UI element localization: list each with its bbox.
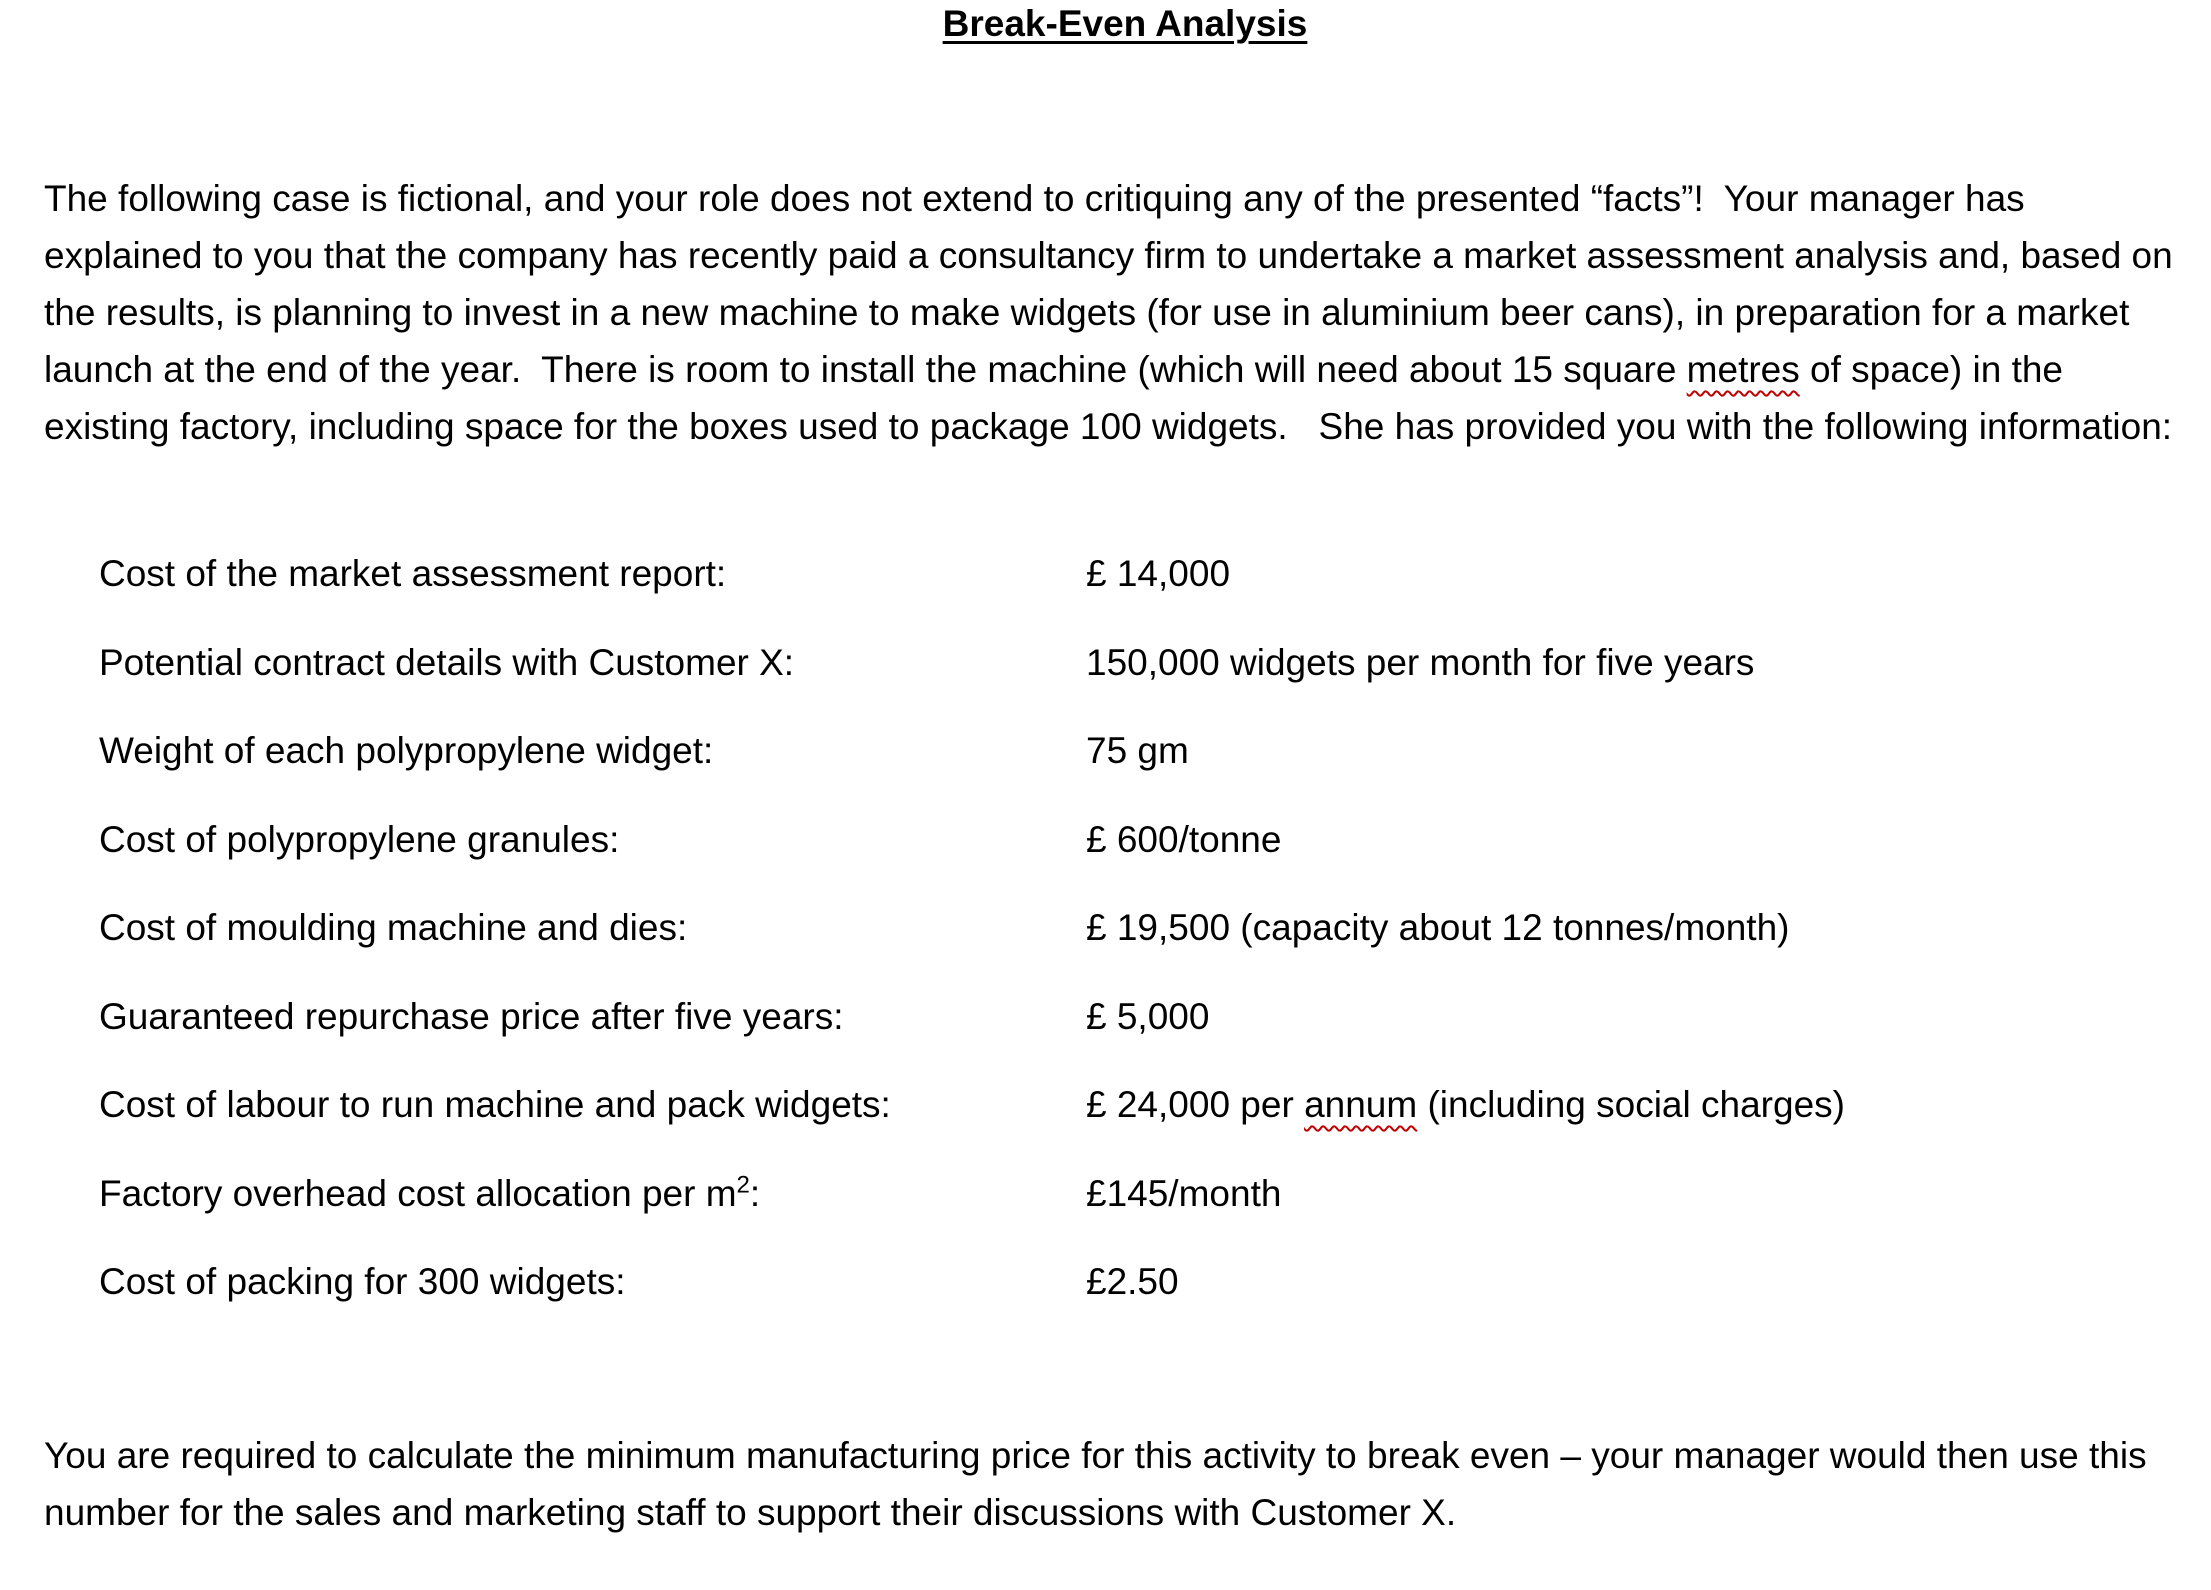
fact-row-contract: [99, 634, 2149, 723]
fact-label: Cost of the market assessment report:: [99, 553, 727, 594]
page-title: Break-Even Analysis: [942, 3, 1308, 44]
intro-paragraph: [44, 170, 2184, 455]
fact-label: Guaranteed repurchase price after five years:: [99, 995, 844, 1037]
fact-value-text: £ 24,000 per: [1086, 1084, 1305, 1125]
fact-value: £ 19,500 (capacity about 12 tonnes/month): [1086, 907, 1790, 948]
intro-text-part2: of space) in the existing factory, including space for the boxes used to package 100 widgets. She has provided you with the following information:: [44, 349, 2173, 447]
fact-value: £ 5,000: [1086, 995, 1210, 1037]
fact-label: Cost of labour to run machine and pack widgets:: [99, 1084, 891, 1125]
spellcheck-flagged-word: metres: [1686, 349, 1800, 390]
fact-value: 75 gm: [1086, 730, 1189, 771]
fact-value: £2.50: [1086, 1261, 1179, 1302]
fact-label: Potential contract details with Customer X:: [99, 641, 795, 683]
fact-label: [99, 1165, 760, 1222]
fact-value: £ 600/tonne: [1086, 818, 1282, 860]
fact-value: £145/month: [1086, 1172, 1282, 1214]
conclusion-paragraph: You are required to calculate the minimum manufacturing price for this activity to break even – your manager would then use this number for the sales and marketing staff to support their discussions with Customer X.: [44, 1435, 2147, 1533]
fact-value: 150,000 widgets per month for five years: [1086, 641, 1755, 683]
fact-row-repurchase-price: [99, 988, 2149, 1077]
fact-row-labour-cost: [99, 1076, 2149, 1165]
fact-value-text: (including social charges): [1417, 1084, 1845, 1125]
superscript: 2: [736, 1171, 750, 1199]
fact-label-text: Factory overhead cost allocation per m: [99, 1172, 737, 1214]
fact-value: [1086, 1076, 1845, 1133]
fact-label: Weight of each polypropylene widget:: [99, 730, 714, 771]
fact-row-widget-weight: [99, 722, 2149, 811]
fact-label: Cost of packing for 300 widgets:: [99, 1261, 626, 1302]
fact-row-market-report: [99, 545, 2149, 634]
fact-row-granules-cost: [99, 811, 2149, 900]
spellcheck-flagged-word: annum: [1304, 1084, 1418, 1125]
fact-value: £ 14,000: [1086, 553, 1231, 594]
fact-label: Cost of polypropylene granules:: [99, 818, 620, 860]
facts-list: [99, 545, 2149, 1342]
fact-row-overhead: [99, 1165, 2149, 1254]
fact-label-text: :: [749, 1172, 761, 1214]
intro-text-part1: The following case is fictional, and your role does not extend to critiquing any of the presented “facts”! Your manager has explained to you that the company has recently paid a consultancy firm to undertake a market assessment analysis and, based on the results, is planning to invest in a new machine to make widgets (for use in aluminium beer cans), in preparation for a market launch at the end of the year. There is room to install the machine (which will need about 15 square: [44, 178, 2183, 390]
fact-row-machine-cost: [99, 899, 2149, 988]
fact-row-packing-cost: [99, 1253, 2149, 1342]
fact-label: Cost of moulding machine and dies:: [99, 907, 688, 948]
